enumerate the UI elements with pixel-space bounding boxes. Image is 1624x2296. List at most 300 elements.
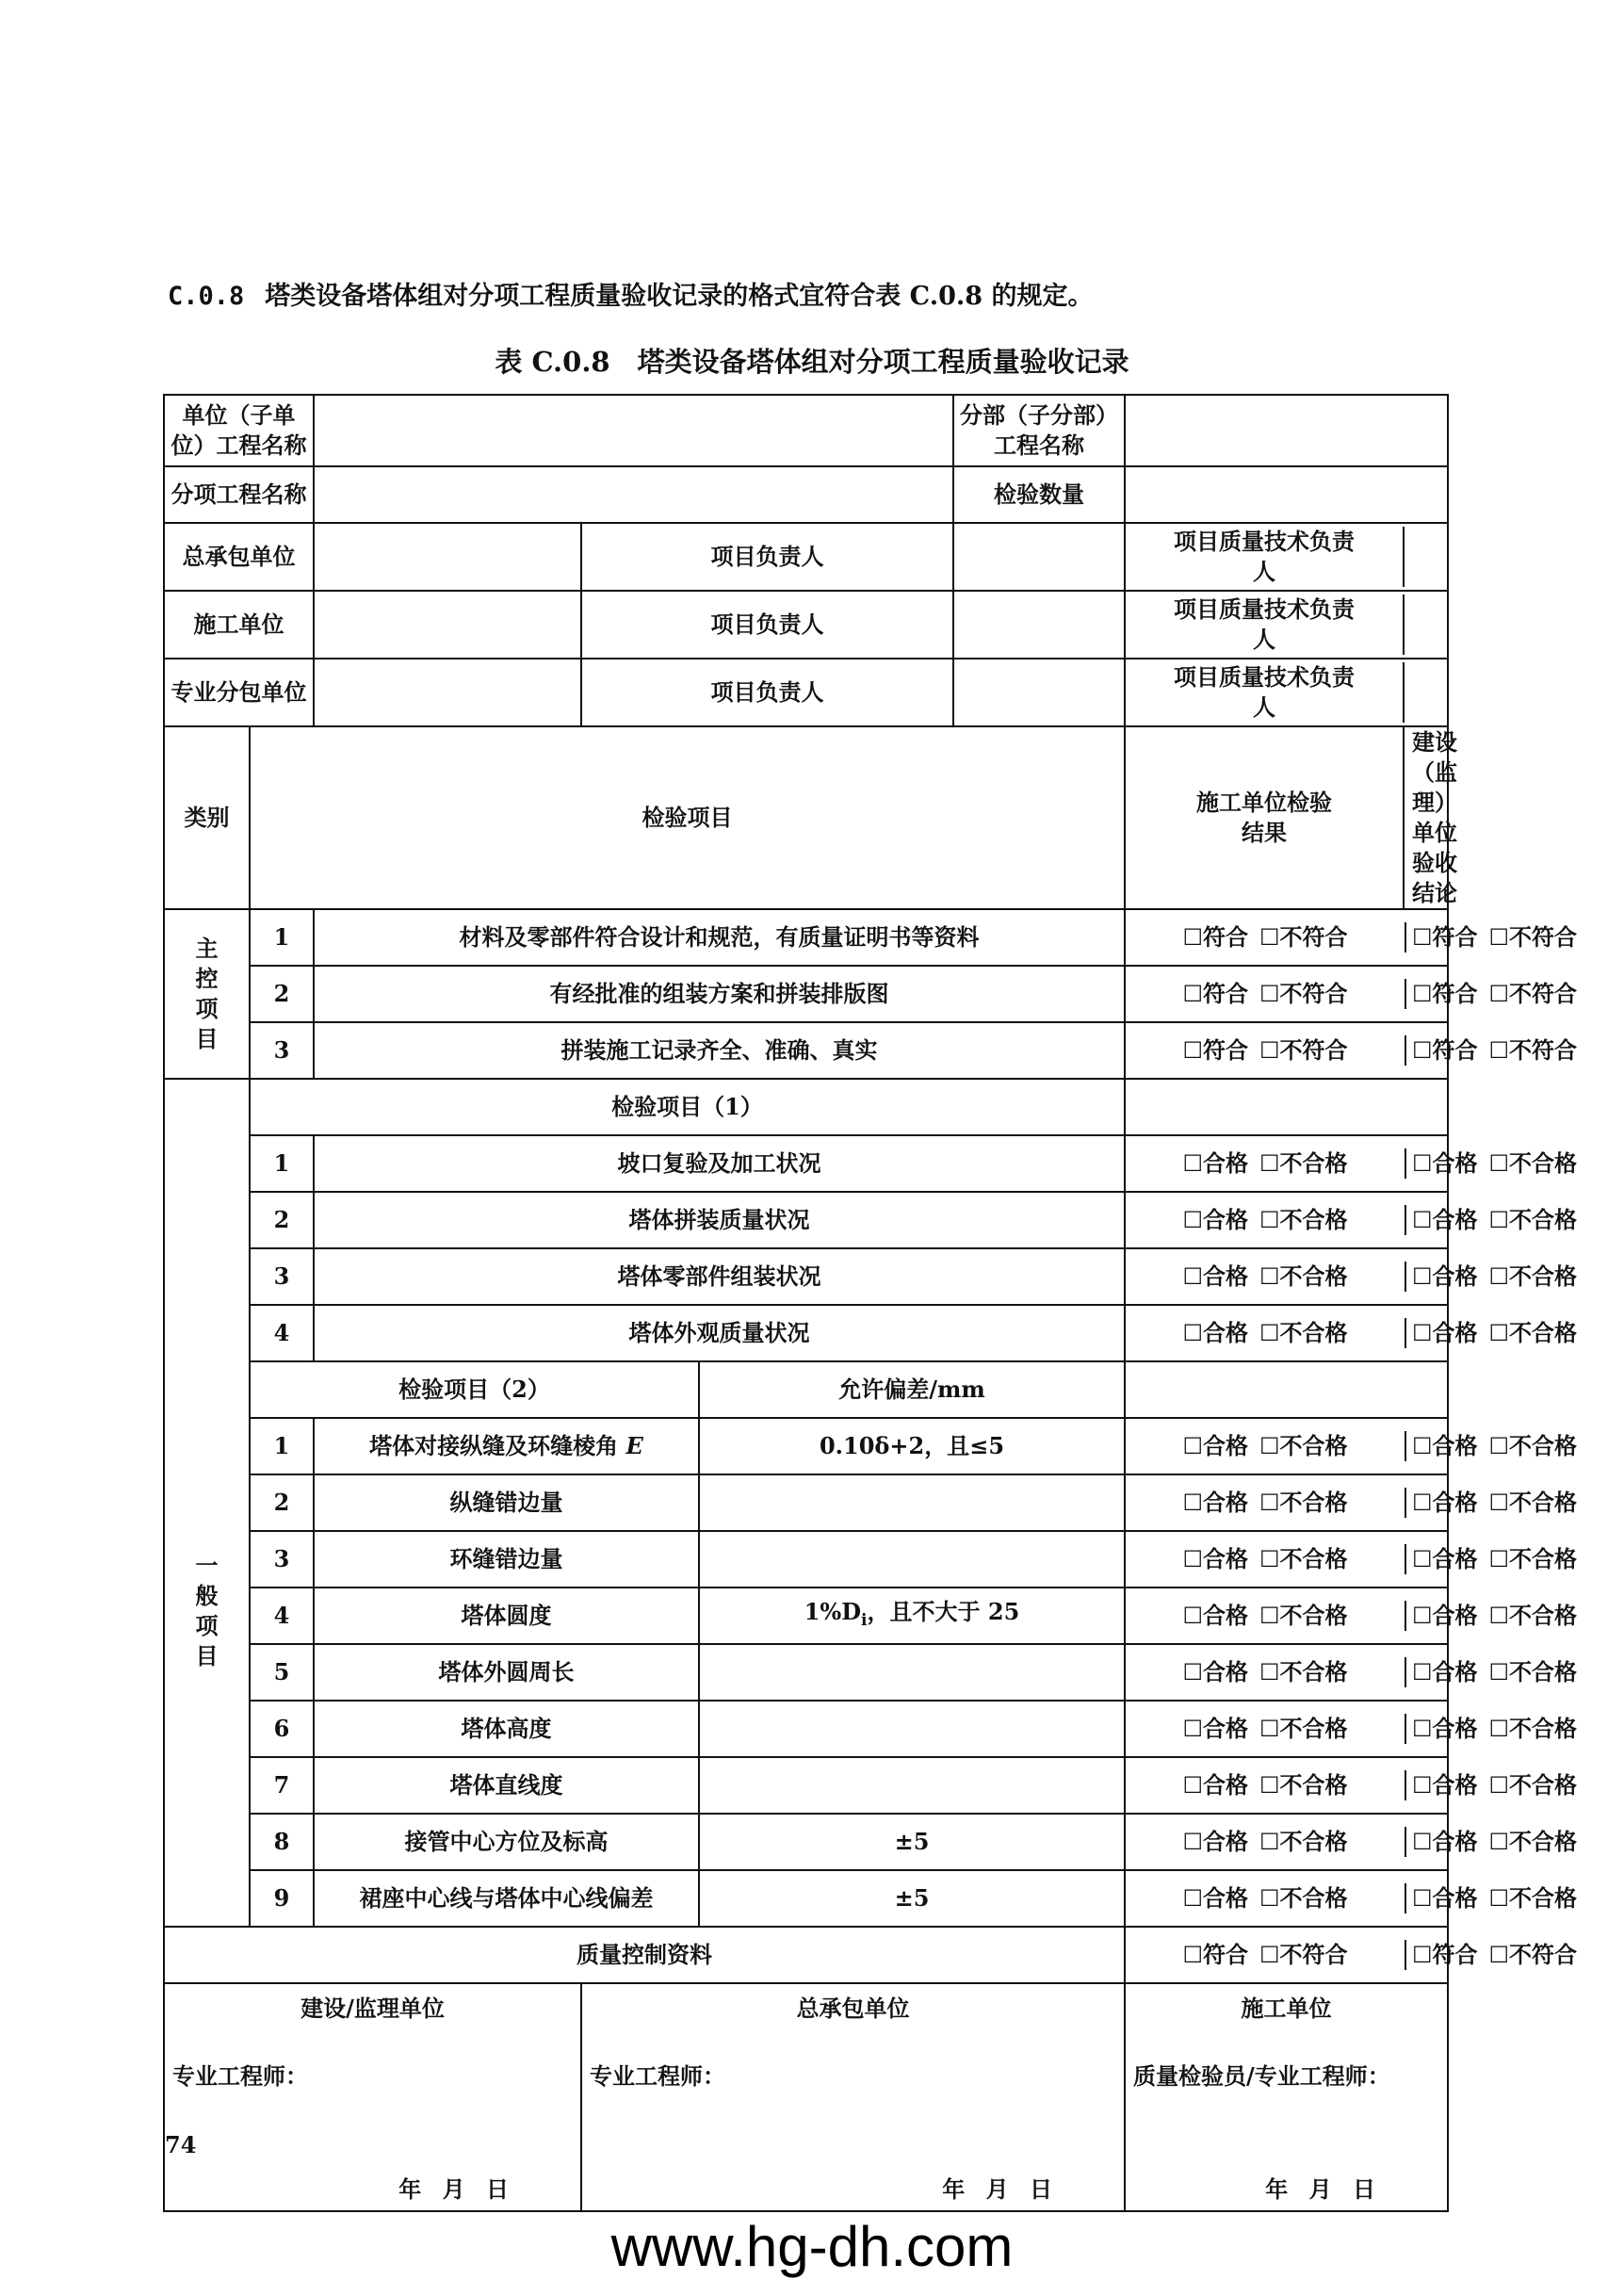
result-pair xyxy=(1125,1474,1578,1531)
party-manager-label: 项目负责人 xyxy=(581,591,953,659)
signature-date[interactable]: 年 月 日 xyxy=(942,2175,1053,2203)
item-number: 5 xyxy=(250,1644,314,1701)
option-label: 不合格 xyxy=(1509,1489,1578,1516)
option-label: 符合 xyxy=(1203,923,1249,951)
checkbox-icon[interactable]: ☐ xyxy=(1488,1263,1510,1290)
checkbox-icon[interactable]: ☐ xyxy=(1259,1037,1280,1064)
tolerance-text: 1%D xyxy=(804,1597,862,1625)
item-name: 材料及零部件符合设计和规范，有质量证明书等资料 xyxy=(314,909,1125,966)
party-manager-value[interactable] xyxy=(953,591,1125,659)
option-label: 不合格 xyxy=(1279,1715,1348,1742)
signature-block-supervisor xyxy=(164,1983,581,2211)
signature-role[interactable]: 专业工程师： xyxy=(590,2062,725,2090)
pass-option[interactable] xyxy=(1183,1770,1249,1800)
party-label: 施工单位 xyxy=(164,591,314,659)
item-number: 3 xyxy=(250,1248,314,1305)
pass-option[interactable] xyxy=(1183,1318,1249,1348)
checkbox-icon[interactable]: ☐ xyxy=(1412,1320,1433,1346)
checkbox-icon[interactable]: ☐ xyxy=(1259,1942,1280,1968)
table-caption: 表 C.0.8 塔类设备塔体组对分项工程质量验收记录 xyxy=(495,346,1129,378)
supervisor-result xyxy=(1406,979,1583,1009)
result-pair xyxy=(1125,1305,1578,1361)
checkbox-icon[interactable]: ☐ xyxy=(1182,1885,1204,1912)
checkbox-icon[interactable]: ☐ xyxy=(1259,1433,1280,1459)
checkbox-icon[interactable]: ☐ xyxy=(1259,1829,1280,1855)
option-label: 合格 xyxy=(1203,1206,1249,1233)
party-quality-value[interactable] xyxy=(1405,594,1447,655)
party-quality-pair xyxy=(1125,591,1448,659)
option-label: 合格 xyxy=(1432,1884,1478,1912)
checkbox-icon[interactable]: ☐ xyxy=(1259,1207,1280,1233)
checkbox-icon[interactable]: ☐ xyxy=(1412,1263,1433,1290)
fail-option[interactable] xyxy=(1489,1770,1578,1800)
checkbox-icon[interactable]: ☐ xyxy=(1488,924,1510,951)
item-name: 塔体零部件组装状况 xyxy=(314,1248,1125,1305)
division-value[interactable] xyxy=(1125,395,1448,466)
fail-option[interactable] xyxy=(1489,1601,1578,1631)
item-name: 塔体拼装质量状况 xyxy=(314,1192,1125,1248)
option-label: 不合格 xyxy=(1509,1771,1578,1799)
quality-docs-row xyxy=(164,1927,1448,1983)
contractor-result xyxy=(1126,1205,1406,1235)
checkbox-icon[interactable]: ☐ xyxy=(1182,1716,1204,1742)
supervisor-result xyxy=(1406,1601,1583,1631)
checkbox-icon[interactable]: ☐ xyxy=(1182,924,1204,951)
group2-item-row xyxy=(164,1644,1448,1701)
option-label: 不合格 xyxy=(1509,1602,1578,1629)
signature-role[interactable]: 专业工程师： xyxy=(172,2062,308,2090)
contractor-result xyxy=(1126,1657,1406,1687)
option-label: 不合格 xyxy=(1279,1489,1348,1516)
option-label: 不符合 xyxy=(1279,980,1348,1007)
signature-party: 施工单位 xyxy=(1241,1995,1332,2022)
checkbox-icon[interactable]: ☐ xyxy=(1259,1659,1280,1685)
fail-option[interactable] xyxy=(1259,1883,1348,1913)
checkbox-icon[interactable]: ☐ xyxy=(1488,981,1510,1007)
checkbox-icon[interactable]: ☐ xyxy=(1488,1546,1510,1572)
party-row xyxy=(164,659,1448,726)
checkbox-icon[interactable]: ☐ xyxy=(1488,1603,1510,1629)
subitem-value[interactable] xyxy=(314,466,953,523)
checkbox-icon[interactable]: ☐ xyxy=(1182,1829,1204,1855)
party-quality-label: 项目质量技术负责人 xyxy=(1126,662,1405,723)
option-label: 不合格 xyxy=(1279,1432,1348,1459)
option-label: 合格 xyxy=(1432,1715,1478,1742)
option-label: 不合格 xyxy=(1279,1262,1348,1290)
fail-option[interactable] xyxy=(1489,1318,1578,1348)
checkbox-icon[interactable]: ☐ xyxy=(1488,1490,1510,1516)
party-quality-label: 项目质量技术负责人 xyxy=(1126,594,1405,655)
checkbox-icon[interactable]: ☐ xyxy=(1488,1150,1510,1177)
intro-text: 塔类设备塔体组对分项工程质量验收记录的格式宜符合表 C.0.8 的规定。 xyxy=(265,282,1094,311)
checkbox-icon[interactable]: ☐ xyxy=(1182,981,1204,1007)
fail-option[interactable] xyxy=(1489,1657,1578,1687)
pass-option[interactable] xyxy=(1183,1544,1249,1574)
checkbox-icon[interactable]: ☐ xyxy=(1412,1150,1433,1177)
pass-option[interactable] xyxy=(1412,1262,1478,1292)
checkbox-icon[interactable]: ☐ xyxy=(1412,1433,1433,1459)
checkbox-icon[interactable]: ☐ xyxy=(1259,1490,1280,1516)
fail-option[interactable] xyxy=(1489,1148,1578,1179)
checkbox-icon[interactable]: ☐ xyxy=(1182,1150,1204,1177)
pass-option[interactable] xyxy=(1412,1714,1478,1744)
checkbox-icon[interactable]: ☐ xyxy=(1488,1320,1510,1346)
pass-option[interactable] xyxy=(1412,1770,1478,1800)
option-label: 不合格 xyxy=(1279,1319,1348,1346)
supervisor-result xyxy=(1406,1827,1583,1857)
option-label: 合格 xyxy=(1432,1206,1478,1233)
option-label: 不合格 xyxy=(1509,1319,1578,1346)
supervisor-result xyxy=(1406,1544,1583,1574)
item-name: 纵缝错边量 xyxy=(314,1474,699,1531)
fail-option[interactable] xyxy=(1489,1883,1578,1913)
fail-option[interactable] xyxy=(1259,1601,1348,1631)
fail-option[interactable] xyxy=(1259,1827,1348,1857)
result-pair xyxy=(1125,1927,1578,1983)
tolerance-header: 允许偏差/mm xyxy=(699,1361,1125,1418)
item-number: 2 xyxy=(250,966,314,1022)
item-name-text: 塔体对接纵缝及环缝棱角 xyxy=(369,1432,619,1459)
result-pair xyxy=(1125,1701,1578,1757)
result-pair xyxy=(1125,1757,1578,1814)
division-label: 分部（子分部）工程名称 xyxy=(953,395,1125,466)
checkbox-icon[interactable]: ☐ xyxy=(1412,1829,1433,1855)
checkbox-icon[interactable]: ☐ xyxy=(1412,1037,1433,1064)
party-row xyxy=(164,523,1448,591)
contractor-result xyxy=(1126,1714,1406,1744)
intro-paragraph xyxy=(168,275,1093,312)
fail-option[interactable] xyxy=(1259,1431,1348,1461)
checkbox-icon[interactable]: ☐ xyxy=(1488,1716,1510,1742)
item-number: 1 xyxy=(250,1135,314,1192)
unit-value[interactable] xyxy=(314,395,953,466)
checkbox-icon[interactable]: ☐ xyxy=(1182,1603,1204,1629)
fail-option[interactable] xyxy=(1259,1770,1348,1800)
pass-option[interactable] xyxy=(1412,1431,1478,1461)
checkbox-icon[interactable]: ☐ xyxy=(1488,1207,1510,1233)
checkbox-icon[interactable]: ☐ xyxy=(1412,981,1433,1007)
checkbox-icon[interactable]: ☐ xyxy=(1182,1207,1204,1233)
subitem-label: 分项工程名称 xyxy=(164,466,314,523)
nonconform-option[interactable] xyxy=(1259,1035,1348,1066)
supervisor-result xyxy=(1406,1318,1583,1348)
fail-option[interactable] xyxy=(1489,1488,1578,1518)
signature-date[interactable]: 年 月 日 xyxy=(1265,2175,1376,2203)
pass-option[interactable] xyxy=(1412,1205,1478,1235)
contractor-result xyxy=(1126,1431,1406,1461)
checkbox-icon[interactable]: ☐ xyxy=(1488,1037,1510,1064)
fail-option[interactable] xyxy=(1259,1714,1348,1744)
group2-item-row xyxy=(164,1531,1448,1588)
fail-option[interactable] xyxy=(1489,1827,1578,1857)
pass-option[interactable] xyxy=(1183,1601,1249,1631)
checkbox-icon[interactable]: ☐ xyxy=(1182,1659,1204,1685)
nonconform-option[interactable] xyxy=(1259,979,1348,1009)
nonconform-option[interactable] xyxy=(1489,1035,1578,1066)
checkbox-icon[interactable]: ☐ xyxy=(1412,1207,1433,1233)
conform-option[interactable] xyxy=(1183,979,1249,1009)
nonconform-option[interactable] xyxy=(1259,1940,1348,1970)
result-pair xyxy=(1125,1192,1578,1248)
supervisor-result xyxy=(1406,1488,1583,1518)
pass-option[interactable] xyxy=(1412,1601,1478,1631)
option-label: 不符合 xyxy=(1279,1941,1348,1968)
conform-option[interactable] xyxy=(1183,1035,1249,1066)
option-label: 合格 xyxy=(1203,1884,1249,1912)
party-value[interactable] xyxy=(314,659,581,726)
fail-option[interactable] xyxy=(1489,1262,1578,1292)
group1-item-row xyxy=(164,1305,1448,1361)
checkbox-icon[interactable]: ☐ xyxy=(1488,1829,1510,1855)
option-label: 符合 xyxy=(1432,980,1478,1007)
item-number: 6 xyxy=(250,1701,314,1757)
signature-role[interactable]: 质量检验员/专业工程师： xyxy=(1133,2062,1390,2090)
conform-option[interactable] xyxy=(1183,1940,1249,1970)
option-label: 合格 xyxy=(1203,1828,1249,1855)
signature-party: 总承包单位 xyxy=(796,1995,910,2022)
option-label: 不合格 xyxy=(1509,1828,1578,1855)
supervisor-result xyxy=(1406,1431,1583,1461)
option-label: 合格 xyxy=(1203,1715,1249,1742)
contractor-result xyxy=(1126,1940,1406,1970)
pass-option[interactable] xyxy=(1412,1318,1478,1348)
conform-option[interactable] xyxy=(1412,922,1478,953)
option-label: 符合 xyxy=(1432,1941,1478,1968)
checkbox-icon[interactable]: ☐ xyxy=(1182,1320,1204,1346)
party-manager-value[interactable] xyxy=(953,659,1125,726)
group2-item-row xyxy=(164,1588,1448,1644)
fail-option[interactable] xyxy=(1259,1318,1348,1348)
checkbox-icon[interactable]: ☐ xyxy=(1488,1772,1510,1799)
option-label: 符合 xyxy=(1203,1036,1249,1064)
party-label: 总承包单位 xyxy=(164,523,314,591)
option-label: 不合格 xyxy=(1279,1206,1348,1233)
option-label: 合格 xyxy=(1203,1262,1249,1290)
fail-option[interactable] xyxy=(1489,1431,1578,1461)
nonconform-option[interactable] xyxy=(1489,979,1578,1009)
item-name: 裙座中心线与塔体中心线偏差 xyxy=(314,1870,699,1927)
group2-title-row xyxy=(164,1361,1448,1418)
option-label: 不合格 xyxy=(1509,1884,1578,1912)
checkbox-icon[interactable]: ☐ xyxy=(1182,1037,1204,1064)
supervisor-result xyxy=(1406,1940,1583,1970)
option-label: 不合格 xyxy=(1279,1828,1348,1855)
group1-title-row xyxy=(164,1079,1448,1135)
option-label: 合格 xyxy=(1203,1658,1249,1685)
result-pair xyxy=(1125,1531,1578,1588)
pass-option[interactable] xyxy=(1412,1657,1478,1687)
item-name: 坡口复验及加工状况 xyxy=(314,1135,1125,1192)
checkbox-icon[interactable]: ☐ xyxy=(1259,1885,1280,1912)
checkbox-icon[interactable]: ☐ xyxy=(1259,981,1280,1007)
pass-option[interactable] xyxy=(1183,1657,1249,1687)
main-control-category xyxy=(164,909,250,1079)
checkbox-icon[interactable]: ☐ xyxy=(1412,924,1433,951)
pass-option[interactable] xyxy=(1183,1205,1249,1235)
checkbox-icon[interactable]: ☐ xyxy=(1259,1320,1280,1346)
party-label: 专业分包单位 xyxy=(164,659,314,726)
pass-option[interactable] xyxy=(1183,1488,1249,1518)
clause-number: C.0.8 xyxy=(168,282,245,311)
checkbox-icon[interactable]: ☐ xyxy=(1182,1490,1204,1516)
tolerance-value: ±5 xyxy=(699,1870,1125,1927)
signature-date[interactable]: 年 月 日 xyxy=(398,2175,509,2203)
party-manager-label: 项目负责人 xyxy=(581,523,953,591)
checkbox-icon[interactable]: ☐ xyxy=(1412,1716,1433,1742)
option-label: 不合格 xyxy=(1279,1149,1348,1177)
option-label: 合格 xyxy=(1203,1319,1249,1346)
supervisor-result xyxy=(1406,1035,1583,1066)
tolerance-value xyxy=(699,1701,1125,1757)
group2-item-row xyxy=(164,1474,1448,1531)
category-char: 项 xyxy=(195,995,219,1022)
pass-option[interactable] xyxy=(1412,1827,1478,1857)
pass-option[interactable] xyxy=(1183,1262,1249,1292)
signature-block-contractor xyxy=(1125,1983,1448,2211)
option-label: 合格 xyxy=(1432,1319,1478,1346)
item-name xyxy=(314,1418,699,1474)
option-label: 合格 xyxy=(1432,1602,1478,1629)
supervisor-result xyxy=(1406,1883,1583,1913)
checkbox-icon[interactable]: ☐ xyxy=(1412,1942,1433,1968)
checkbox-icon[interactable]: ☐ xyxy=(1259,1150,1280,1177)
group2-result-blank xyxy=(1125,1361,1448,1418)
option-label: 不合格 xyxy=(1279,1545,1348,1572)
category-header: 类别 xyxy=(164,726,250,909)
category-char: 控 xyxy=(195,965,219,992)
main-item-row xyxy=(164,966,1448,1022)
checkbox-icon[interactable]: ☐ xyxy=(1488,1942,1510,1968)
item-number: 2 xyxy=(250,1474,314,1531)
checkbox-icon[interactable]: ☐ xyxy=(1412,1885,1433,1912)
supervisor-result xyxy=(1406,1148,1583,1179)
checkbox-icon[interactable]: ☐ xyxy=(1259,1263,1280,1290)
contractor-result xyxy=(1126,1318,1406,1348)
quality-docs-label: 质量控制资料 xyxy=(164,1927,1125,1983)
checkbox-icon[interactable]: ☐ xyxy=(1259,1546,1280,1572)
option-label: 不合格 xyxy=(1509,1658,1578,1685)
pass-option[interactable] xyxy=(1412,1883,1478,1913)
contractor-result xyxy=(1126,1035,1406,1066)
item-number: 8 xyxy=(250,1814,314,1870)
option-label: 合格 xyxy=(1432,1432,1478,1459)
party-value[interactable] xyxy=(314,591,581,659)
contractor-result xyxy=(1126,1262,1406,1292)
checkbox-icon[interactable]: ☐ xyxy=(1259,1603,1280,1629)
checkbox-icon[interactable]: ☐ xyxy=(1412,1772,1433,1799)
option-label: 合格 xyxy=(1203,1489,1249,1516)
category-char: 目 xyxy=(195,1025,219,1052)
checkbox-icon[interactable]: ☐ xyxy=(1182,1942,1204,1968)
tolerance-value xyxy=(699,1474,1125,1531)
checkbox-icon[interactable]: ☐ xyxy=(1412,1659,1433,1685)
party-quality-value[interactable] xyxy=(1405,662,1447,723)
fail-option[interactable] xyxy=(1489,1714,1578,1744)
pass-option[interactable] xyxy=(1412,1544,1478,1574)
pass-option[interactable] xyxy=(1183,1431,1249,1461)
group2-title: 检验项目（2） xyxy=(250,1361,699,1418)
conform-option[interactable] xyxy=(1412,979,1478,1009)
checkbox-icon[interactable]: ☐ xyxy=(1488,1659,1510,1685)
tolerance-value xyxy=(699,1588,1125,1644)
fail-option[interactable] xyxy=(1489,1544,1578,1574)
group1-item-row xyxy=(164,1135,1448,1192)
pass-option[interactable] xyxy=(1412,1148,1478,1179)
pass-option[interactable] xyxy=(1183,1883,1249,1913)
checkbox-icon[interactable]: ☐ xyxy=(1412,1603,1433,1629)
conform-option[interactable] xyxy=(1412,1035,1478,1066)
checkbox-icon[interactable]: ☐ xyxy=(1182,1772,1204,1799)
option-label: 不合格 xyxy=(1279,1771,1348,1799)
conform-option[interactable] xyxy=(1412,1940,1478,1970)
contractor-result xyxy=(1126,1883,1406,1913)
tolerance-subscript: i xyxy=(861,1610,868,1630)
party-quality-pair xyxy=(1125,523,1448,591)
result-pair xyxy=(1125,1022,1578,1079)
party-quality-value[interactable] xyxy=(1405,527,1447,587)
fail-option[interactable] xyxy=(1259,1262,1348,1292)
item-name: 塔体外圆周长 xyxy=(314,1644,699,1701)
category-char: 目 xyxy=(195,1642,219,1669)
fail-option[interactable] xyxy=(1259,1205,1348,1235)
pass-option[interactable] xyxy=(1183,1714,1249,1744)
checkbox-icon[interactable]: ☐ xyxy=(1259,1716,1280,1742)
group2-item-row xyxy=(164,1870,1448,1927)
contractor-result xyxy=(1126,1601,1406,1631)
party-value[interactable] xyxy=(314,523,581,591)
checkbox-icon[interactable]: ☐ xyxy=(1182,1263,1204,1290)
party-manager-value[interactable] xyxy=(953,523,1125,591)
supervisor-result xyxy=(1406,1262,1583,1292)
fail-option[interactable] xyxy=(1259,1488,1348,1518)
main-item-row xyxy=(164,909,1448,966)
checkbox-icon[interactable]: ☐ xyxy=(1182,1546,1204,1572)
pass-option[interactable] xyxy=(1183,1827,1249,1857)
result-pair xyxy=(1125,966,1578,1022)
pass-option[interactable] xyxy=(1183,1148,1249,1179)
checkbox-icon[interactable]: ☐ xyxy=(1412,1490,1433,1516)
checkbox-icon[interactable]: ☐ xyxy=(1259,924,1280,951)
items-header: 检验项目 xyxy=(250,726,1125,909)
checkbox-icon[interactable]: ☐ xyxy=(1488,1885,1510,1912)
option-label: 符合 xyxy=(1432,923,1478,951)
checkbox-icon[interactable]: ☐ xyxy=(1182,1433,1204,1459)
option-label: 不符合 xyxy=(1509,1036,1578,1064)
checkbox-icon[interactable]: ☐ xyxy=(1412,1546,1433,1572)
supervisor-result xyxy=(1406,922,1583,953)
item-number: 1 xyxy=(250,909,314,966)
item-name: 环缝错边量 xyxy=(314,1531,699,1588)
option-label: 不符合 xyxy=(1509,980,1578,1007)
conform-option[interactable] xyxy=(1183,922,1249,953)
tolerance-value xyxy=(699,1757,1125,1814)
pass-option[interactable] xyxy=(1412,1488,1478,1518)
fail-option[interactable] xyxy=(1259,1657,1348,1687)
inspection-qty-label: 检验数量 xyxy=(953,466,1125,523)
nonconform-option[interactable] xyxy=(1489,922,1578,953)
fail-option[interactable] xyxy=(1259,1544,1348,1574)
result-pair xyxy=(1125,1588,1578,1644)
fail-option[interactable] xyxy=(1259,1148,1348,1179)
fail-option[interactable] xyxy=(1489,1205,1578,1235)
nonconform-option[interactable] xyxy=(1489,1940,1578,1970)
result-pair xyxy=(1125,909,1578,966)
option-label: 合格 xyxy=(1432,1771,1478,1799)
checkbox-icon[interactable]: ☐ xyxy=(1488,1433,1510,1459)
checkbox-icon[interactable]: ☐ xyxy=(1259,1772,1280,1799)
nonconform-option[interactable] xyxy=(1259,922,1348,953)
inspection-qty-value[interactable] xyxy=(1125,466,1448,523)
